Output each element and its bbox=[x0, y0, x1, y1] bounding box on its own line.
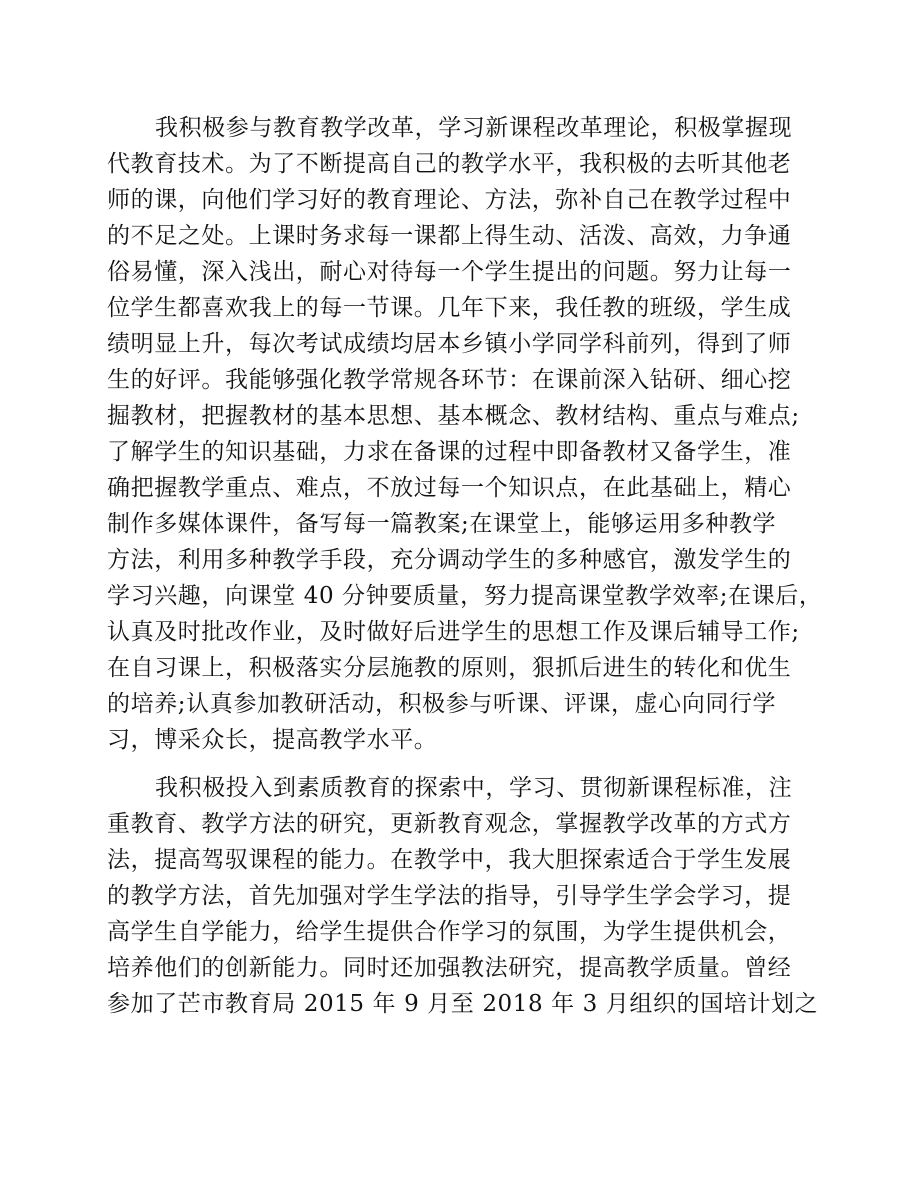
paragraph-line: 制作多媒体课件，备写每一篇教案;在课堂上，能够运用多种教学 bbox=[107, 511, 777, 537]
paragraph-line: 学习兴趣，向课堂 40 分钟要质量，努力提高课堂教学效率;在课后， bbox=[107, 583, 823, 609]
paragraph-line: 的不足之处。上课时务求每一课都上得生动、活泼、高效，力争通 bbox=[107, 223, 792, 249]
paragraph-line: 方法，利用多种教学手段，充分调动学生的多种感官，激发学生的 bbox=[107, 547, 792, 573]
paragraph-line: 位学生都喜欢我上的每一节课。几年下来，我任教的班级，学生成 bbox=[107, 295, 792, 321]
paragraph-line: 参加了芒市教育局 2015 年 9 月至 2018 年 3 月组织的国培计划之 bbox=[107, 991, 819, 1017]
paragraph-line: 重教育、教学方法的研究，更新教育观念，掌握教学改革的方式方 bbox=[107, 811, 792, 837]
paragraph-line: 了解学生的知识基础，力求在备课的过程中即备教材又备学生，准 bbox=[107, 439, 792, 465]
paragraph-line: 培养他们的创新能力。同时还加强教法研究，提高教学质量。曾经 bbox=[107, 955, 792, 981]
paragraph-line: 的培养;认真参加教研活动，积极参与听课、评课，虚心向同行学 bbox=[107, 691, 777, 717]
paragraph-line: 在自习课上，积极落实分层施教的原则，狠抓后进生的转化和优生 bbox=[107, 655, 792, 681]
paragraph-line: 代教育技术。为了不断提高自己的教学水平，我积极的去听其他老 bbox=[107, 151, 792, 177]
paragraph-line: 确把握教学重点、难点，不放过每一个知识点，在此基础上，精心 bbox=[107, 475, 792, 501]
paragraph-line: 法，提高驾驭课程的能力。在教学中，我大胆探索适合于学生发展 bbox=[107, 847, 792, 873]
paragraph-line: 俗易懂，深入浅出，耐心对待每一个学生提出的问题。努力让每一 bbox=[107, 259, 792, 285]
paragraph-line: 高学生自学能力，给学生提供合作学习的氛围，为学生提供机会， bbox=[107, 919, 792, 945]
paragraph-line: 习，博采众长，提高教学水平。 bbox=[107, 727, 438, 753]
paragraph-line: 的教学方法，首先加强对学生学法的指导，引导学生学会学习，提 bbox=[107, 883, 792, 909]
paragraph-line: 绩明显上升，每次考试成绩均居本乡镇小学同学科前列，得到了师 bbox=[107, 331, 792, 357]
paragraph-line: 掘教材，把握教材的基本思想、基本概念、教材结构、重点与难点; bbox=[107, 403, 800, 429]
paragraph-line: 认真及时批改作业，及时做好后进学生的思想工作及课后辅导工作; bbox=[107, 619, 800, 645]
paragraph-line: 生的好评。我能够强化教学常规各环节：在课前深入钻研、细心挖 bbox=[107, 367, 792, 393]
paragraph-line: 师的课，向他们学习好的教育理论、方法，弥补自己在教学过程中 bbox=[107, 187, 792, 213]
paragraph-line: 我积极参与教育教学改革，学习新课程改革理论，积极掌握现 bbox=[155, 115, 793, 141]
paragraph-line: 我积极投入到素质教育的探索中，学习、贯彻新课程标准，注 bbox=[155, 775, 793, 801]
